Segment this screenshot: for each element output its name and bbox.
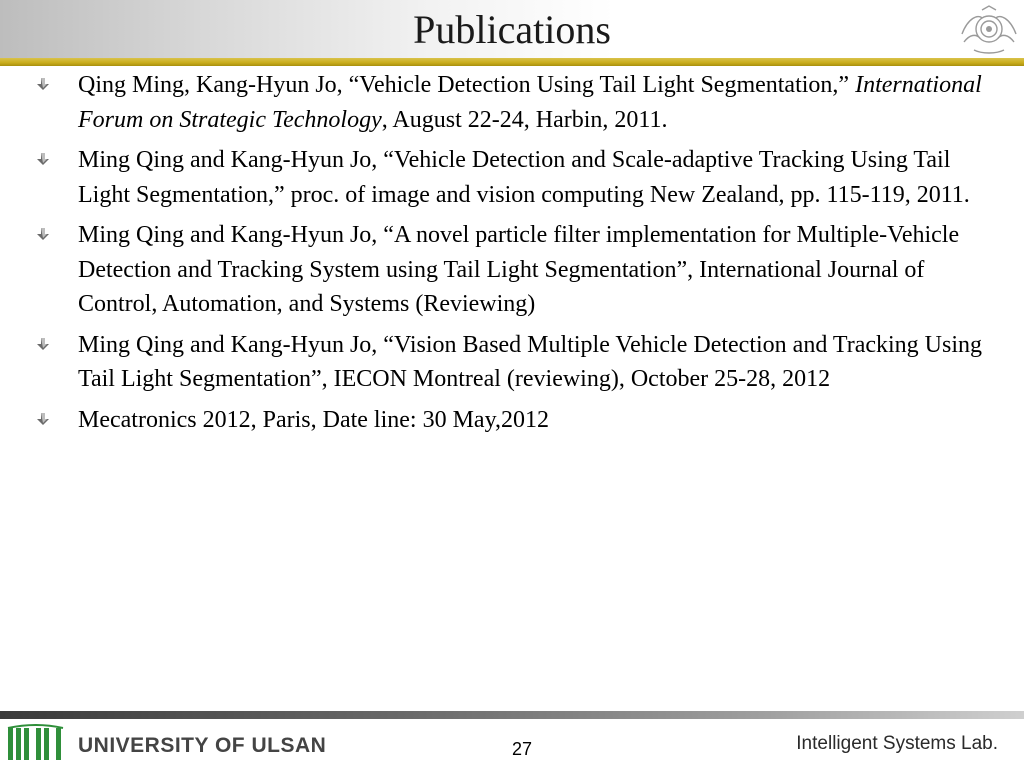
entry-text: Ming Qing and Kang-Hyun Jo, “Vehicle Detection and Scale-adaptive Tracking Using Tail Light Segmentation,” proc. of image and vision computing New Zealand, pp. 115-119, 2011. (78, 147, 970, 208)
arrow-bullet-icon (36, 337, 50, 351)
list-item (30, 143, 1000, 212)
entry-text: Ming Qing and Kang-Hyun Jo, “Vision Based Multiple Vehicle Detection and Tracking Using Tail Light Segmentation”, IECON Montreal (reviewing), October 25-28, 2012 (78, 331, 983, 392)
footer-line (0, 711, 1024, 719)
list-item (30, 68, 1000, 137)
university-seal-icon (958, 4, 1020, 56)
university-name: UNIVERSITY OF ULSAN (78, 734, 327, 757)
arrow-bullet-icon (36, 227, 50, 241)
entry-text: Qing Ming, Kang-Hyun Jo, “Vehicle Detection Using Tail Light Segmentation,” (78, 72, 856, 98)
list-item (30, 403, 1000, 438)
arrow-bullet-icon (36, 412, 50, 426)
list-item (30, 328, 1000, 397)
lab-name: Intelligent Systems Lab. (796, 733, 998, 754)
entry-text-tail: , August 22-24, Harbin, 2011. (381, 106, 668, 133)
entry-venue: International Forum on Strategic Technology (78, 72, 982, 133)
list-item (30, 218, 1000, 322)
publication-list (30, 68, 1000, 443)
slide-title: Publications (413, 7, 611, 52)
arrow-bullet-icon (36, 77, 50, 91)
header-gold-line (0, 58, 1024, 66)
university-logo-icon (6, 724, 68, 764)
entry-text: Ming Qing and Kang-Hyun Jo, “A novel particle filter implementation for Multiple-Vehicle Detection and Tracking System using Tail Light Segmentation”, International Journal of Control, Automation, and Systems (Reviewing) (78, 222, 960, 317)
entry-text: Mecatronics 2012, Paris, Date line: 30 May,2012 (78, 406, 550, 433)
page-number: 27 (511, 739, 533, 759)
arrow-bullet-icon (36, 152, 50, 166)
